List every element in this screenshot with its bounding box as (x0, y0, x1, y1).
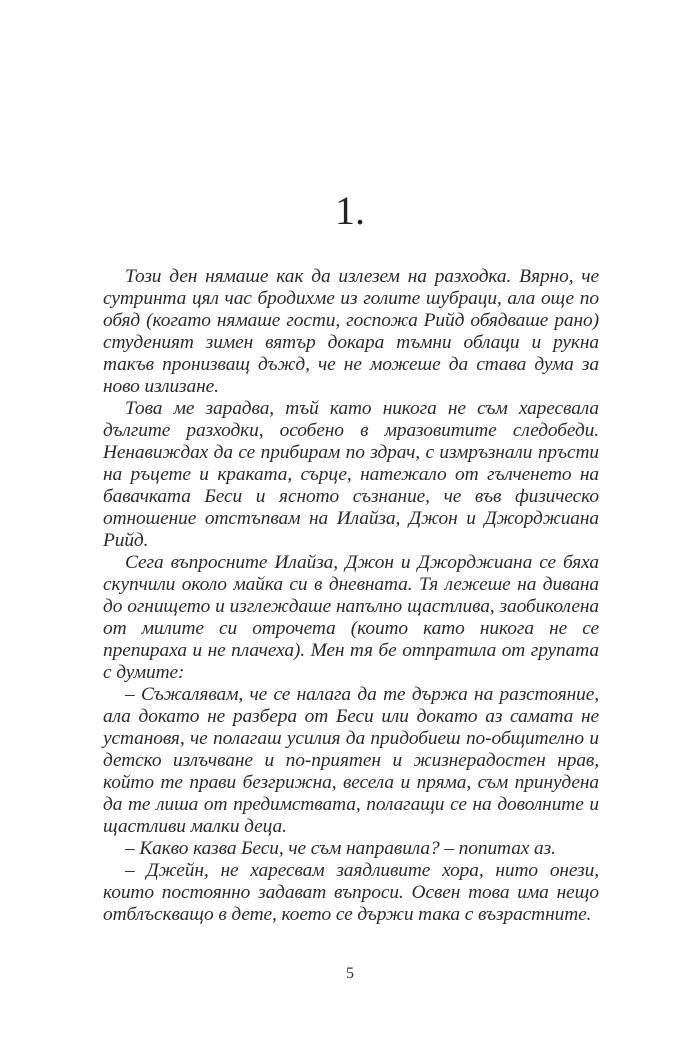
dialog-paragraph: – Съжалявам, че се налага да те държа на разстояние, ала докато не разбера от Беси или докато аз самата не установя, че полагаш усилия да придобиеш по-общително и детско излъчване и по-приятен и жизнерадостен нрав, който те прави безгрижна, весела и пряма, съм принудена да те лиша от предимствата, полагащи се на доволните и щастливи малки деца. (103, 684, 599, 837)
paragraph: Това ме зарадва, тъй като никога не съм харесвала дългите разходки, особено в мразовитите следобеди. Ненавиждах да се прибирам по здрач, с измръзнали пръсти на ръцете и краката, сърце, натежало от гълченето на бавачката Беси и ясното съзнание, че във физическо отношение отстъпвам на Илайза, Джон и Джорджиана Рийд. (103, 398, 599, 551)
page-number: 5 (346, 965, 354, 982)
dialog-paragraph: – Джейн, не харесвам заядливите хора, нито онези, които постоянно задават въпроси. Освен това има нещо отблъскващо в дете, което се държи така с възрастните. (103, 860, 599, 925)
chapter-title: 1. (335, 188, 365, 233)
paragraph: Сега въпросните Илайза, Джон и Джорджиана се бяха скупчили около майка си в дневната. Тя лежеше на дивана до огнището и изглеждаше напълно щастлива, заобиколена от милите си отрочета (които като никога не се препираха и не плачеха). Мен тя бе отпратила от групата с думите: (103, 552, 599, 683)
chapter-body (103, 266, 599, 926)
dialog-paragraph: – Какво казва Беси, че съм направила? – попитах аз. (125, 838, 556, 859)
paragraph: Този ден нямаше как да излезем на разходка. Вярно, че сутринта цял час бродихме из голите шубраци, ала още по обяд (когато нямаше гости, госпожа Рийд обядваше рано) студеният зимен вятър докара тъмни облаци и рукна такъв пронизващ дъжд, че не можеше да става дума за ново излизане. (103, 266, 599, 397)
